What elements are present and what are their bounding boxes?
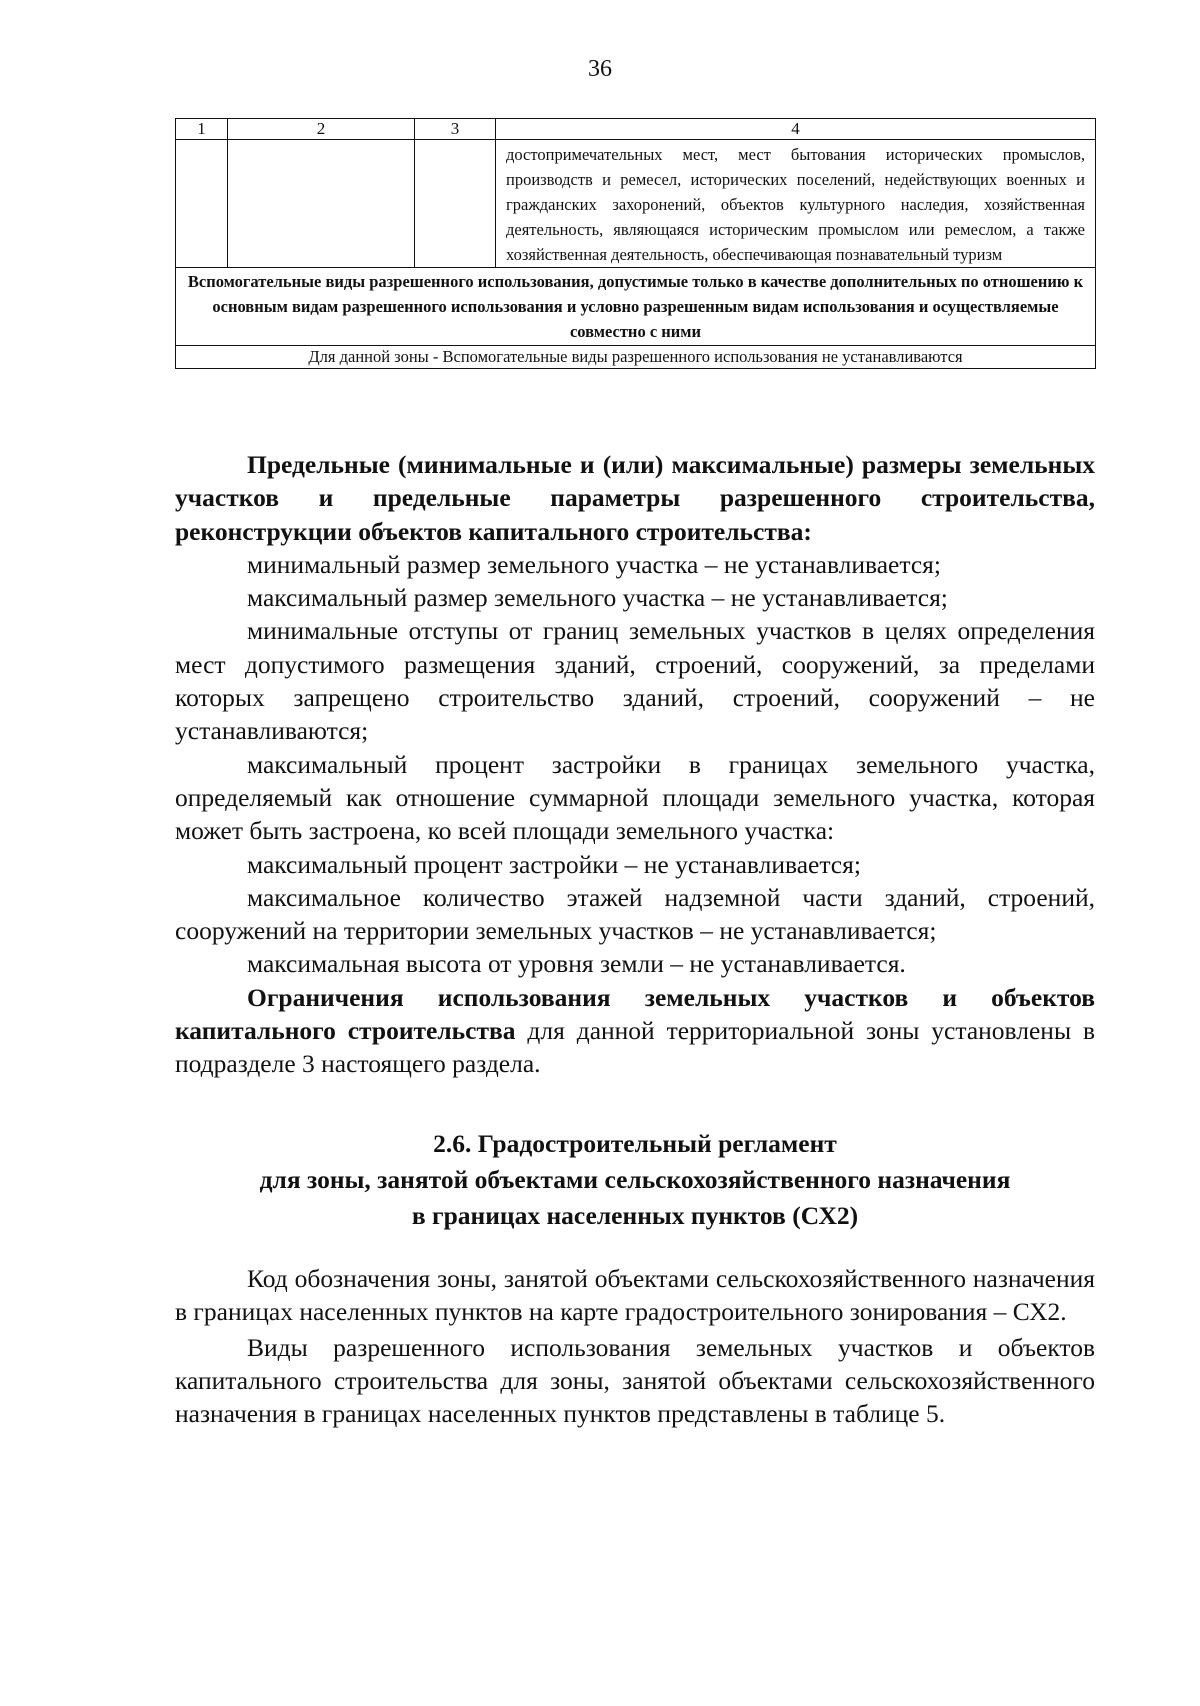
- parameter-item: максимальный процент застройки в границах земельного участка, определяемый как отношение суммарной площади земельного участка, которая может быть застроена, ко всей площади земельного участка:: [175, 749, 1095, 846]
- table-row: [176, 140, 1096, 268]
- section-title-line: в границах населенных пунктов (СХ2): [411, 1201, 859, 1230]
- parameters-heading: Предельные (минимальные и (или) максимальные) размеры земельных участков и предельные параметры разрешенного строительства, реконструкции объектов капитального строительства:: [175, 450, 1095, 546]
- parameters-section: [175, 448, 1095, 1081]
- table-header-cell: 2: [228, 119, 415, 140]
- zone-description: [175, 1262, 1095, 1430]
- aux-uses-note: Для данной зоны - Вспомогательные виды разрешенного использования не устанавливаются: [176, 346, 1096, 369]
- table-cell: [176, 140, 228, 268]
- parameter-item: минимальные отступы от границ земельных участков в целях определения мест допустимого размещения зданий, строений, сооружений, за пределами которых запрещено строительство зданий, строений, сооружений – не устанавливаются;: [175, 616, 1095, 746]
- zone-code-paragraph: Код обозначения зоны, занятой объектами сельскохозяйственного назначения в границах населенных пунктов на карте градостроительного зонирования – СХ2.: [175, 1264, 1095, 1327]
- restrictions-rest: для данной территориальной зоны установлены в подразделе 3 настоящего раздела.: [175, 1016, 1096, 1079]
- section-title: [175, 1126, 1095, 1234]
- parameter-item: максимальный процент застройки – не устанавливается;: [247, 849, 861, 879]
- section-title-line: для зоны, занятой объектами сельскохозяйственного назначения: [259, 1165, 1011, 1194]
- table-row: [176, 268, 1096, 346]
- parameter-item: максимальное количество этажей надземной части зданий, строений, сооружений на территории земельных участков – не устанавливается;: [175, 882, 1095, 946]
- section-title-line: 2.6. Градостроительный регламент: [433, 1129, 837, 1158]
- parameter-item: максимальный размер земельного участка – не устанавливается;: [247, 583, 948, 613]
- page-number: 36: [588, 56, 612, 82]
- table-cell: [415, 140, 496, 268]
- zone-uses-paragraph: Виды разрешенного использования земельных участков и объектов капитального строительства для зоны, занятой объектами сельскохозяйственного назначения в границах населенных пунктов представлены в таблице 5.: [175, 1332, 1095, 1429]
- table-cell: [228, 140, 415, 268]
- table-header-cell: 1: [176, 119, 228, 140]
- table-cell-description: достопримечательных мест, мест бытования исторических промыслов, производств и ремесел, исторических поселений, недействующих военных и гражданских захоронений, объектов культурного наследия, хозяйственная деятельность, являющаяся историческим промыслом или ремеслом, а также хозяйственная деятельность, обеспечивающая познавательный туризм: [496, 140, 1096, 268]
- parameter-item: максимальная высота от уровня земли – не устанавливается.: [247, 949, 906, 979]
- table-header-cell: 4: [496, 119, 1096, 140]
- aux-uses-heading: Вспомогательные виды разрешенного использования, допустимые только в качестве дополнительных по отношению к основным видам разрешенного использования и условно разрешенным видам использования и осуществляемые совместно с ними: [176, 268, 1096, 346]
- table-header-row: [176, 119, 1096, 140]
- table-row: [176, 346, 1096, 369]
- parameter-item: минимальный размер земельного участка – не устанавливается;: [247, 549, 941, 579]
- regulation-table: [175, 118, 1096, 369]
- table-header-cell: 3: [415, 119, 496, 140]
- restrictions-bold: Ограничения использования земельных участков и объектов капитального строительства: [175, 982, 1095, 1046]
- restrictions-paragraph: [175, 981, 1095, 1081]
